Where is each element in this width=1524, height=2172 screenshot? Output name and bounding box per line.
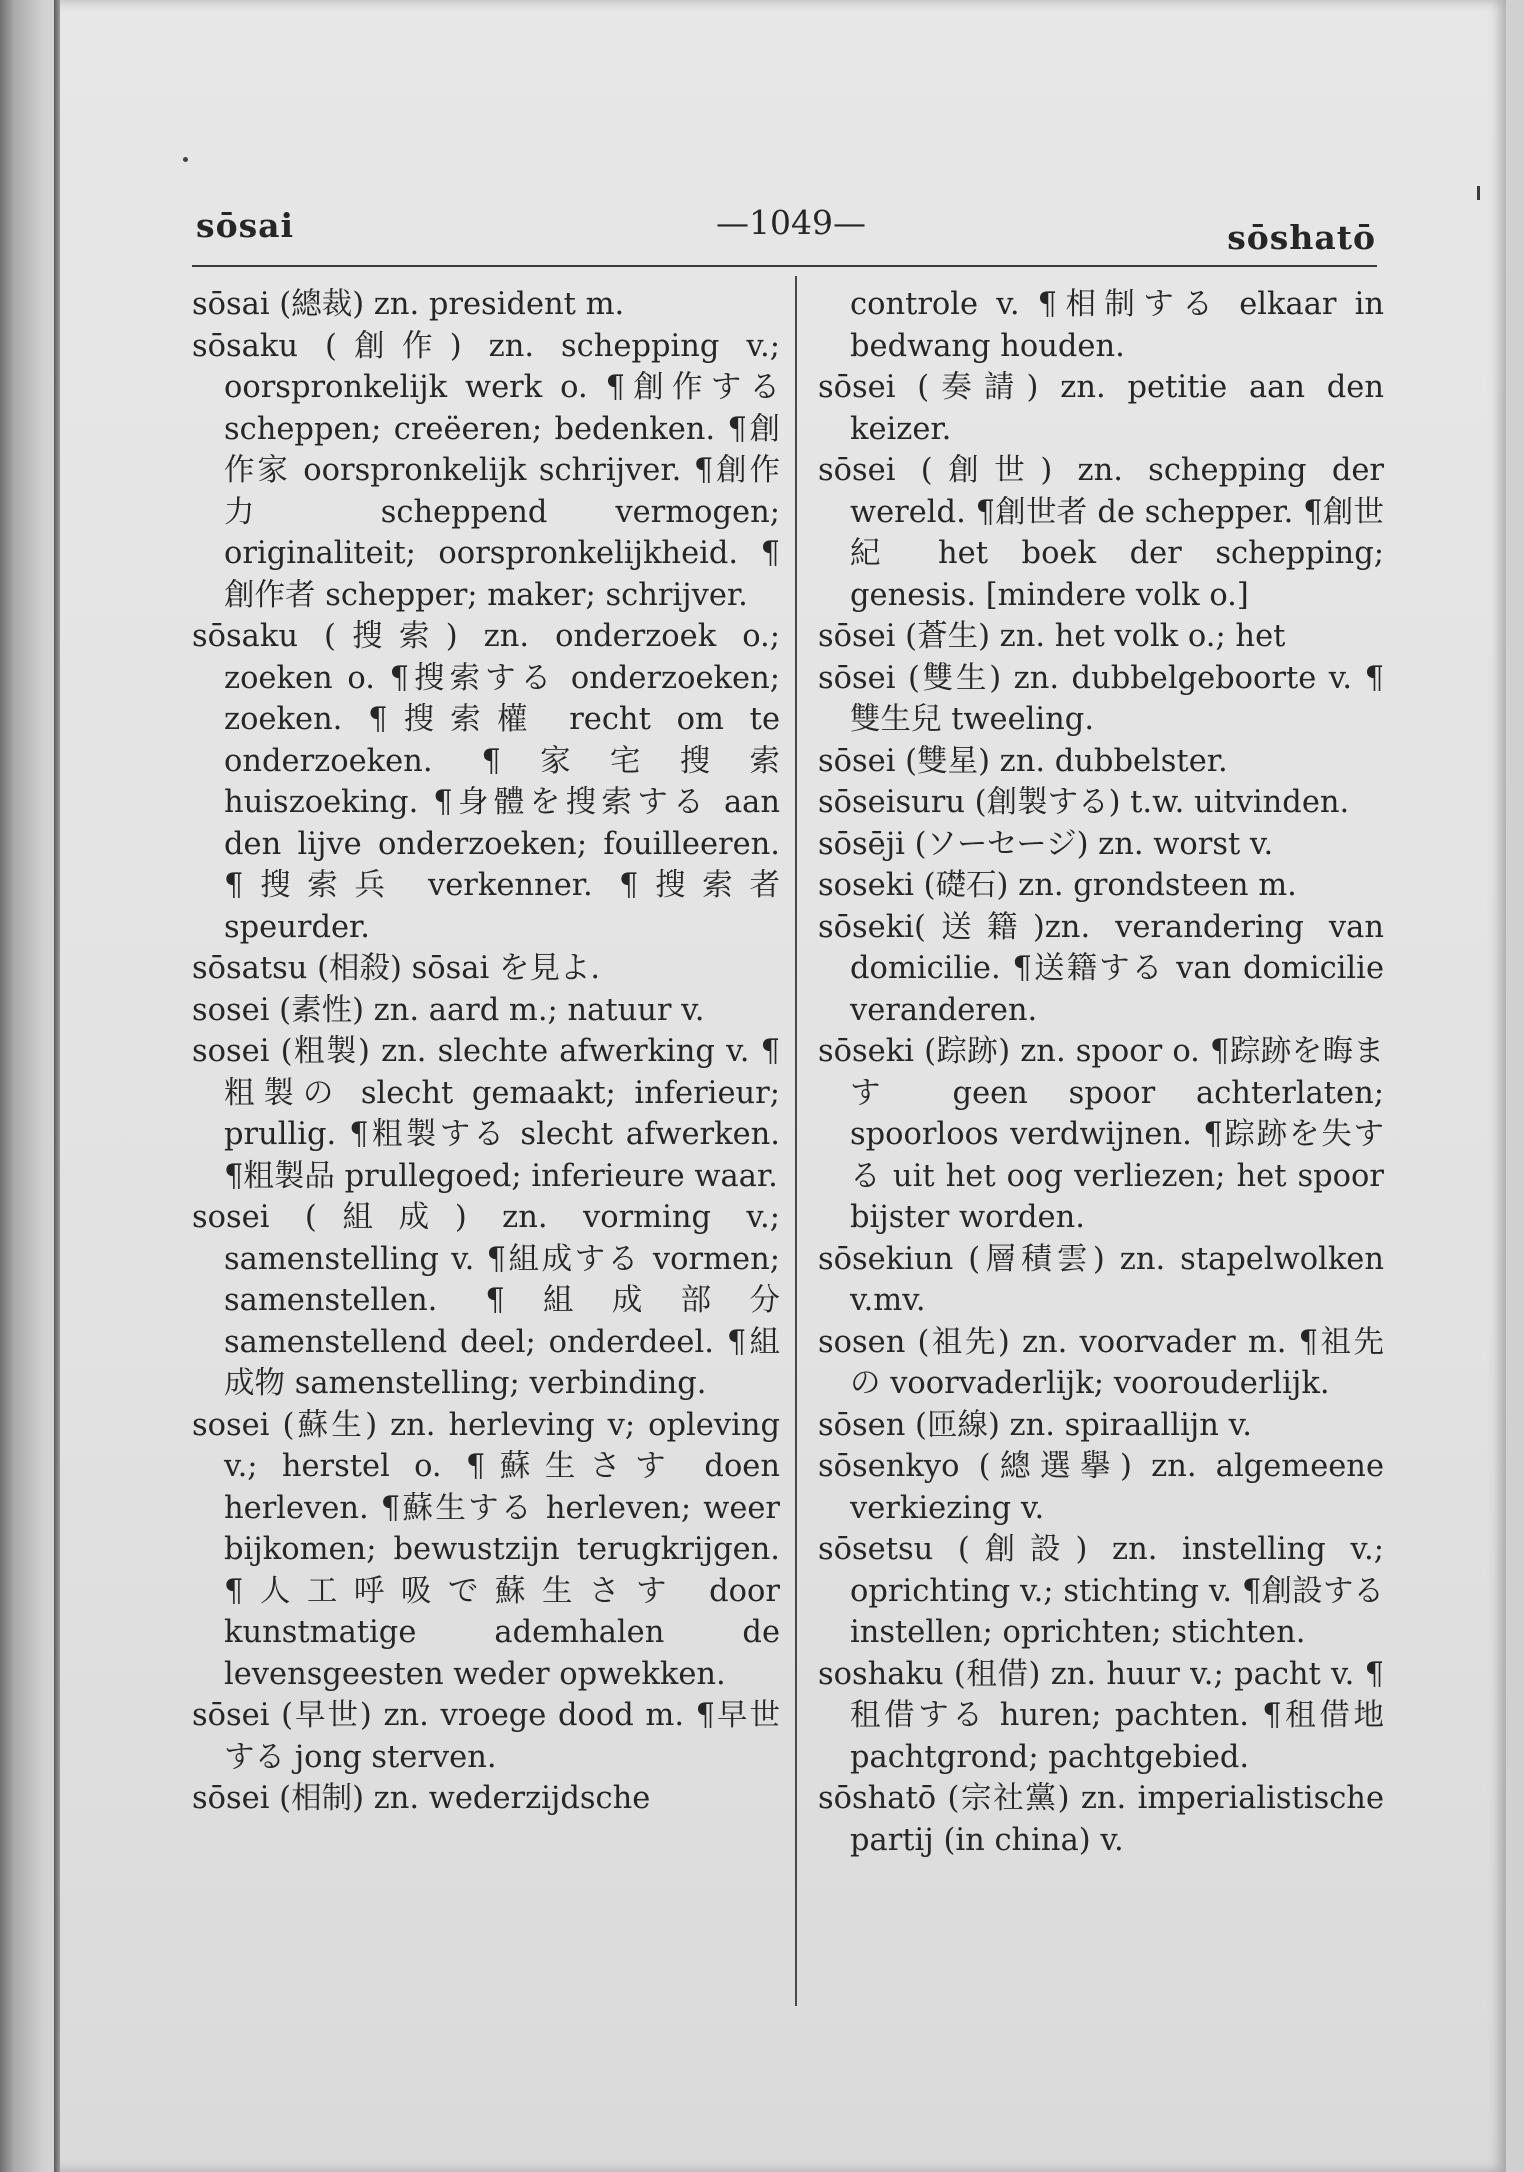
column-divider [795, 276, 797, 2006]
dictionary-entry: sōsenkyo (總選擧) zn. algemeene verkiezing v. [818, 1449, 1384, 1526]
dictionary-entry: sōsaku (創作) zn. schepping v.; oorspronkelijk werk o. ¶創作する scheppen; creëeren; bedenken. ¶創作家 oorspronkelijk schrijver. ¶創作力 scheppend vermogen; originaliteit; oorspronkelijkheid. ¶創作者 schepper; maker; schrijver. [192, 328, 780, 613]
dictionary-entry: sōsen (匝線) zn. spiraallijn v. [818, 1407, 1252, 1443]
print-speck [183, 157, 188, 162]
header-right-guideword: sōshatō [1227, 218, 1376, 257]
dictionary-entry: soshaku (租借) zn. huur v.; pacht v. ¶租借する huren; pachten. ¶租借地 pachtgrond; pachtgebied. [818, 1656, 1384, 1775]
dictionary-entry: sōsaku (搜索) zn. onderzoek o.; zoeken o. ¶搜索する onderzoeken; zoeken. ¶搜索權 recht om te onderzoeken. ¶家宅搜索 huiszoeking. ¶身體を搜索する aan den lijve onderzoeken; fouilleeren. ¶搜索兵 verkenner. ¶搜索者 speurder. [192, 619, 780, 945]
dictionary-entry: sōseki(送籍)zn. verandering van domicilie. ¶送籍する van domicilie veranderen. [818, 909, 1384, 1028]
print-mark [1477, 186, 1480, 200]
dictionary-entry: sosei (組成) zn. vorming v.; samenstelling v. ¶組成する vormen; samenstellen. ¶組成部分 samenstellend deel; onderdeel. ¶組成物 samenstelling; verbinding. [192, 1200, 780, 1401]
dictionary-entry: sōsei (蒼生) zn. het volk o.; het [818, 619, 1286, 654]
dictionary-entry: soseki (礎石) zn. grondsteen m. [818, 868, 1297, 903]
dictionary-entry: sosei (粗製) zn. slechte afwerking v. ¶粗製の slecht gemaakt; inferieur; prullig. ¶粗製する slecht afwerken. ¶粗製品 prullegoed; inferieure waar. [192, 1034, 780, 1194]
page-header [196, 198, 1376, 257]
right-column [818, 284, 1384, 2024]
dictionary-entry: sōsekiun (層積雲) zn. stapelwolken v.mv. [818, 1241, 1384, 1318]
dictionary-entry: sosei (素性) zn. aard m.; natuur v. [192, 992, 705, 1028]
dictionary-entry: sōsei (創世) zn. schepping der wereld. ¶創世者 de schepper. ¶創世紀 het boek der schepping; genesis. [mindere volk o.] [818, 453, 1384, 613]
dictionary-entry: sōsai (總裁) zn. president m. [192, 287, 625, 322]
book-gutter [54, 0, 60, 2172]
dictionary-entry: sōsatsu (相殺) sōsai を見よ. [192, 951, 601, 986]
dictionary-entry: sōsei (雙生) zn. dubbelgeboorte v. ¶雙生兒 tweeling. [818, 660, 1384, 737]
left-column [192, 284, 780, 2024]
dictionary-entry: sōsei (相制) zn. wederzijdsche [192, 1781, 651, 1816]
header-rule [192, 265, 1377, 267]
dictionary-entry: sosen (祖先) zn. voorvader m. ¶祖先の voorvaderlijk; voorouderlijk. [818, 1324, 1384, 1401]
dictionary-entry: sōsēji (ソーセージ) zn. worst v. [818, 826, 1274, 862]
dictionary-entry: sōsei (奏請) zn. petitie aan den keizer. [818, 370, 1384, 447]
dictionary-entry: sōsei (早世) zn. vroege dood m. ¶早世する jong sterven. [192, 1698, 780, 1775]
header-left-guideword: sōsai [196, 206, 295, 245]
dictionary-entry: sōsei (雙星) zn. dubbelster. [818, 743, 1228, 779]
dictionary-entry: sōshatō (宗社黨) zn. imperialistische partij (in china) v. [818, 1781, 1384, 1858]
dictionary-entry: sōsetsu (創設) zn. instelling v.; oprichting v.; stichting v. ¶創設する instellen; oprichten; stichten. [818, 1532, 1384, 1650]
page-number: —1049— [716, 203, 866, 242]
dictionary-entry: sōseisuru (創製する) t.w. uitvinden. [818, 785, 1350, 820]
dictionary-entry-continuation: controle v. ¶相制する elkaar in bedwang houden. [850, 287, 1384, 364]
dictionary-entry: sosei (蘇生) zn. herleving v; opleving v.; herstel o. ¶蘇生さす doen herleven. ¶蘇生する herleven; weer bijkomen; bewustzijn terugkrijgen. ¶人工呼吸で蘇生さす door kunstmatige ademhalen de levensgeesten weder opwekken. [192, 1407, 780, 1692]
dictionary-entry: sōseki (踪跡) zn. spoor o. ¶踪跡を晦ます geen spoor achterlaten; spoorloos verdwijnen. ¶踪跡を失する uit het oog verliezen; het spoor bijster worden. [818, 1034, 1384, 1235]
